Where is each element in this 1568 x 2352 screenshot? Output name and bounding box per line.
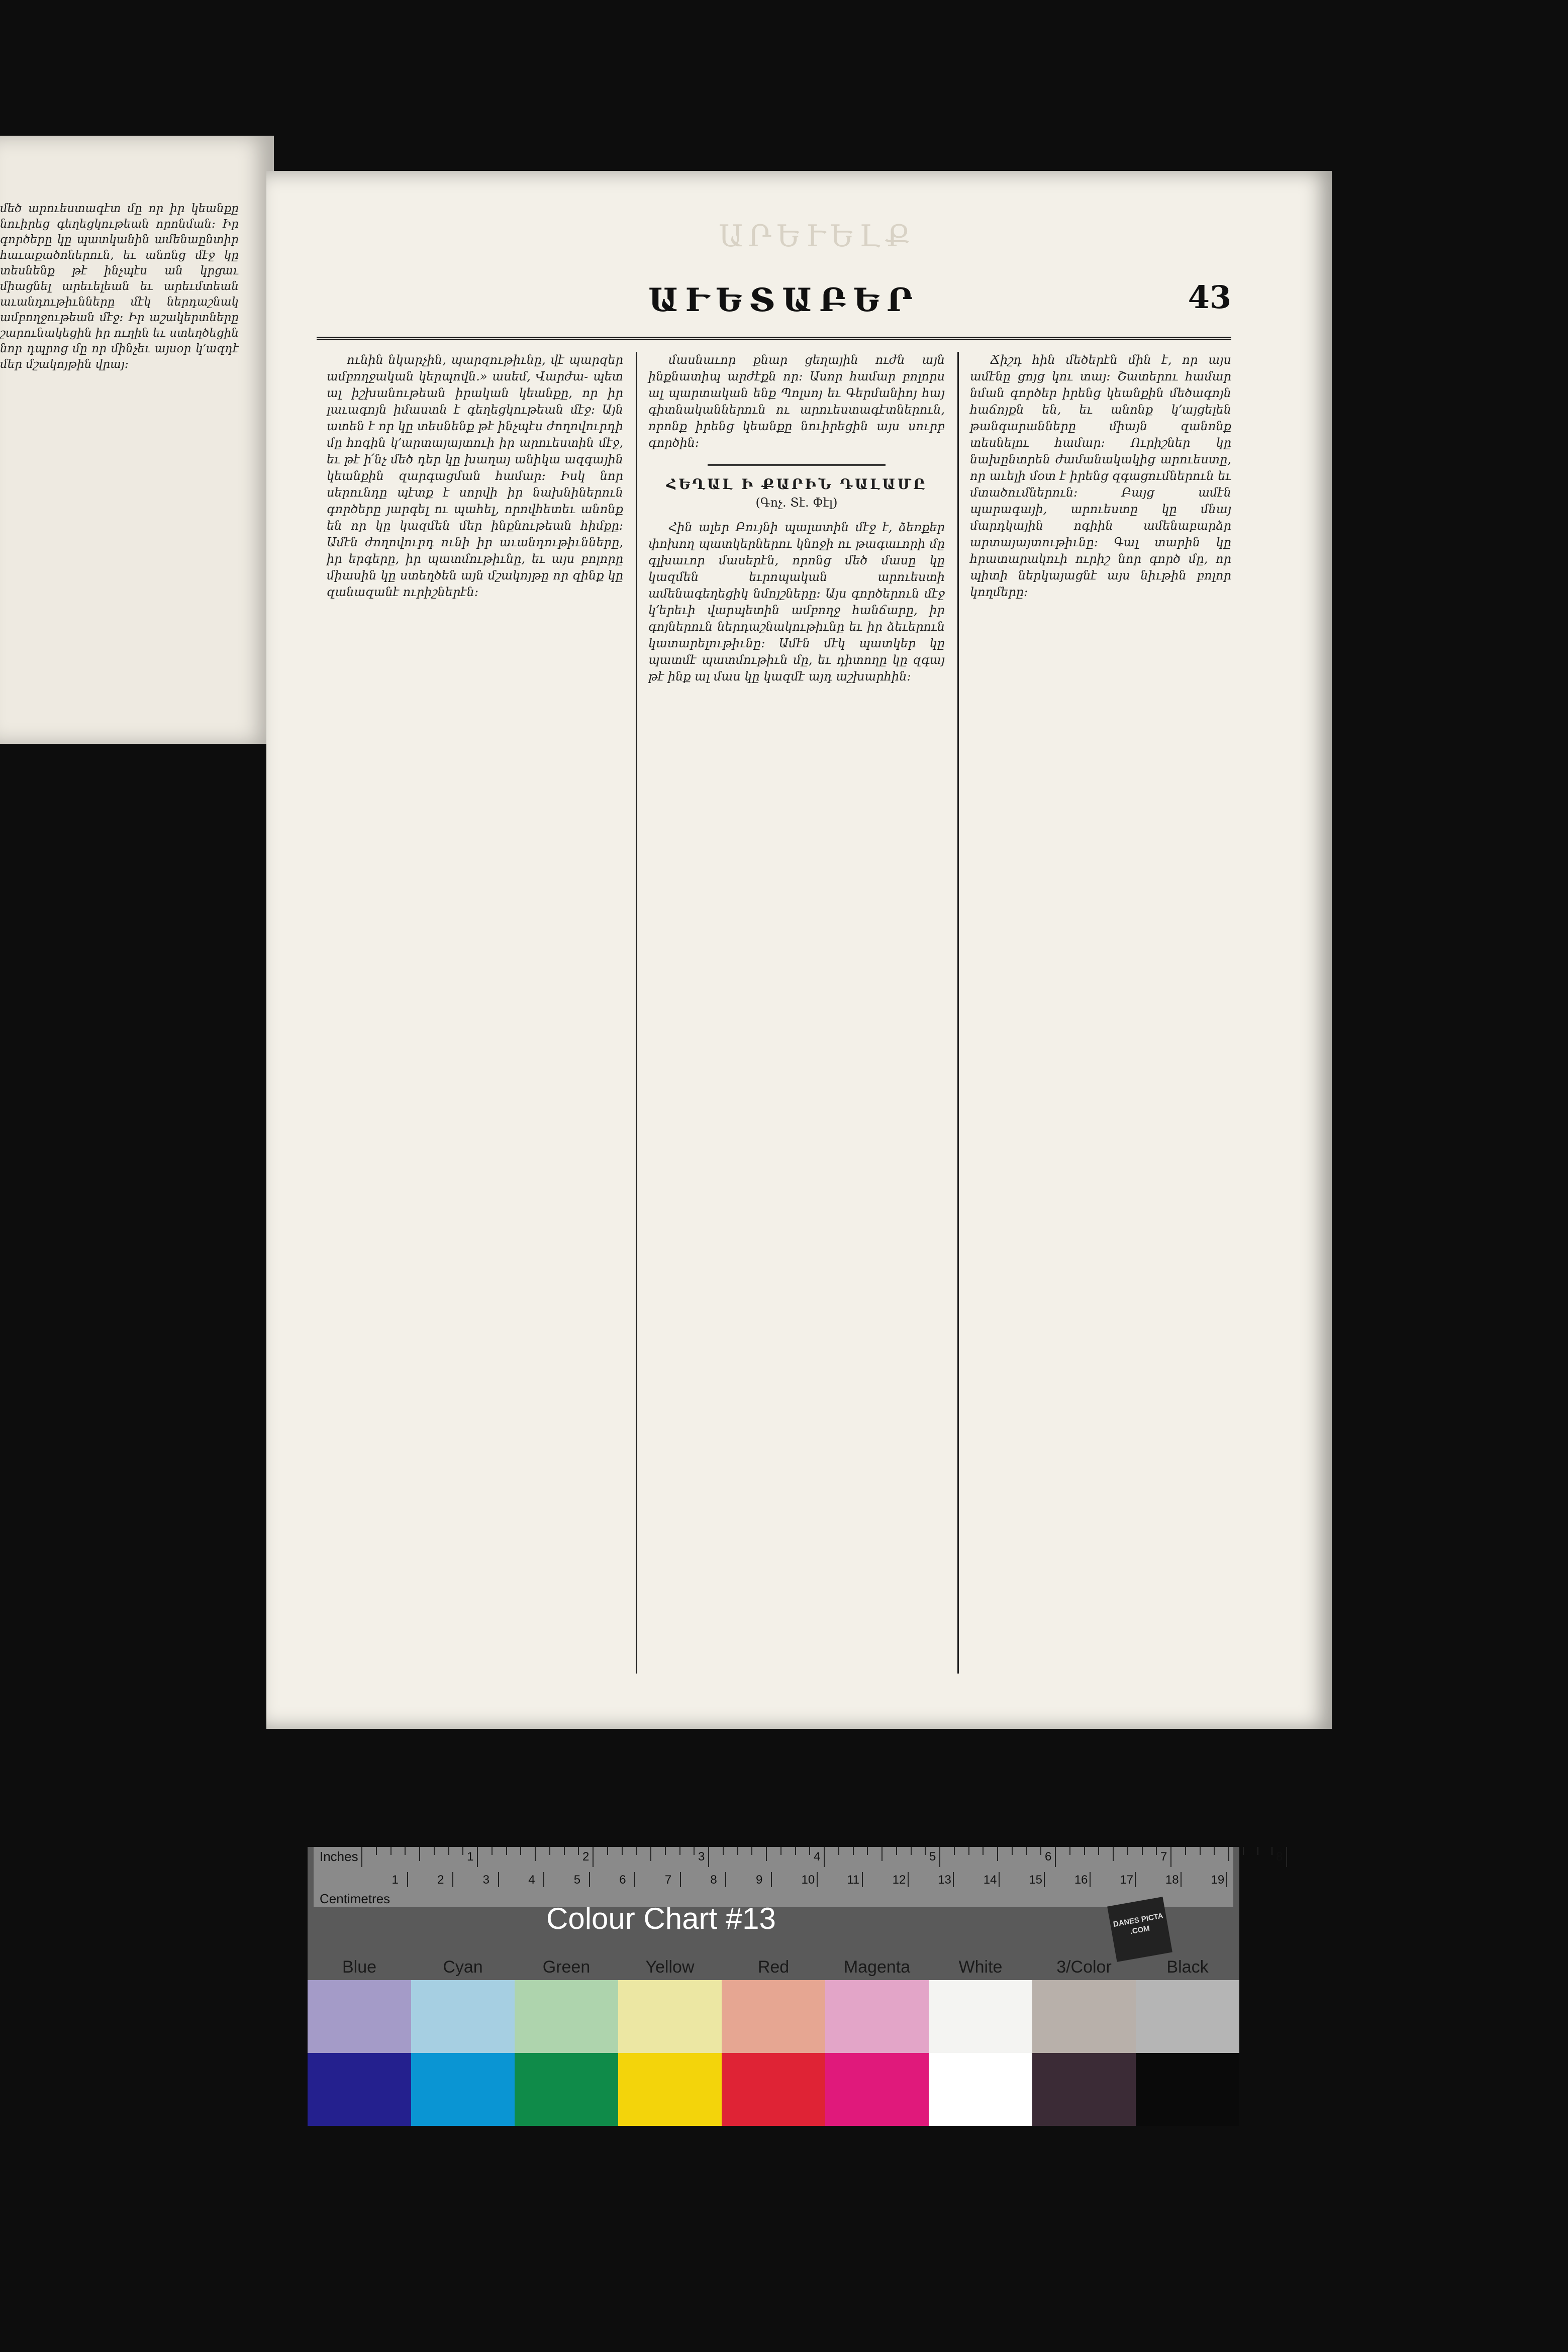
swatch-label: White [958, 1957, 1003, 1977]
ruler-tick [622, 1847, 623, 1855]
cm-number: 3 [482, 1873, 489, 1887]
swatch-label: Yellow [645, 1957, 695, 1977]
ruler-tick [448, 1847, 449, 1855]
cm-tick [589, 1872, 590, 1887]
swatch-light [1136, 1980, 1239, 2053]
show-through-header: ԱՐԵՒԵԼՔ [719, 219, 916, 254]
inch-number: 8 [1276, 1850, 1283, 1864]
ruler-tick [694, 1847, 695, 1855]
swatch-label: Magenta [843, 1957, 911, 1977]
ruler-tick [549, 1847, 550, 1855]
cm-tick [817, 1872, 818, 1887]
ruler-tick [390, 1847, 391, 1855]
cm-number: 14 [983, 1873, 997, 1887]
ruler-tick [853, 1847, 854, 1855]
ruler-tick [419, 1847, 420, 1861]
ruler-tick [477, 1847, 478, 1867]
ruler-tick [751, 1847, 752, 1855]
swatch-dark [722, 2053, 825, 2126]
chart-title: Colour Chart #13 [546, 1902, 776, 1935]
cm-tick [1044, 1872, 1045, 1887]
inch-number: 5 [929, 1850, 936, 1864]
cm-tick [771, 1872, 772, 1887]
centimetres-label: Centimetres [320, 1891, 390, 1906]
ruler-tick [1026, 1847, 1027, 1855]
ruler-tick [1185, 1847, 1186, 1855]
ruler-tick [1012, 1847, 1013, 1855]
cm-number: 5 [573, 1873, 581, 1887]
cm-tick [953, 1872, 954, 1887]
column-2-body-a: մասնաւոր քնար ցեղային ուժն այն ինքնատիպ արժէքն որ։ Ասոր համար բոլորս ալ պարտական ենք Պոլսոյ եւ Գերմանիոյ հայ գիտնականներուն ու արուեստագէտներուն, որոնք իրենց կեանքը նուիրեցին այս սուրբ գործին։ [648, 353, 945, 450]
cm-number: 1 [391, 1873, 399, 1887]
swatch-dark [515, 2053, 618, 2126]
cm-number: 8 [710, 1873, 717, 1887]
ruler-tick [665, 1847, 666, 1855]
swatch-label: Red [757, 1957, 790, 1977]
swatch-dark [1136, 2053, 1239, 2126]
ruler-tick [766, 1847, 767, 1861]
ruler-tick [737, 1847, 738, 1855]
swatch-light [411, 1980, 515, 2053]
cm-number: 19 [1211, 1873, 1225, 1887]
ruler-tick [997, 1847, 998, 1861]
cm-tick [1090, 1872, 1091, 1887]
ruler-tick [838, 1847, 839, 1855]
cm-tick [680, 1872, 681, 1887]
ruler-tick [679, 1847, 680, 1855]
ruler-tick [405, 1847, 406, 1855]
cm-tick [1226, 1872, 1227, 1887]
ruler-tick [1228, 1847, 1229, 1861]
inches-label: Inches [320, 1849, 358, 1864]
ruler-tick [650, 1847, 651, 1861]
swatch-label: Cyan [443, 1957, 483, 1977]
cm-number: 4 [528, 1873, 535, 1887]
text-column-1 [327, 352, 623, 1674]
ruler-tick [434, 1847, 435, 1855]
inch-number: 3 [698, 1850, 705, 1864]
inch-number: 4 [814, 1850, 821, 1864]
swatch-dark [825, 2053, 929, 2126]
left-page-text: մեծ արուեստագէտ մը որ իր կեանքը նուիրեց գեղեցկութեան որոնման։ Իր գործերը կը պատկանին ամենաընտիր հաւաքածոներուն, եւ անոնց մէջ կը տեսնենք թէ ինչպէս ան կրցաւ միացնել արեւելեան եւ արեւմտեան աւանդութիւնները մէկ ներդաշնակ ամբողջութեան մէջ։ Իր աշակերտները շարունակեցին իր ուղին եւ ստեղծեցին նոր դպրոց մը որ մինչեւ այսօր կ՚ազդէ մեր մշակոյթին վրայ։ [0, 202, 243, 371]
swatch-label: Blue [342, 1957, 377, 1977]
ruler-tick [867, 1847, 868, 1855]
cm-number: 16 [1074, 1873, 1088, 1887]
swatch-light [722, 1980, 825, 2053]
ruler-tick [896, 1847, 897, 1855]
column-divider [957, 352, 959, 1674]
ruler-tick [708, 1847, 709, 1867]
ruler-tick [1069, 1847, 1070, 1855]
ruler-tick [593, 1847, 594, 1867]
ruler-tick [636, 1847, 637, 1855]
cm-number: 2 [437, 1873, 444, 1887]
cm-number: 18 [1165, 1873, 1179, 1887]
text-column-3 [970, 352, 1231, 1674]
swatch-dark [411, 2053, 515, 2126]
ruler [314, 1847, 1283, 1907]
ruler-tick [376, 1847, 377, 1855]
page-number: 43 [1188, 279, 1231, 316]
column-2-body-b: Հին ալեր Բույնի պալատին մէջ է, ձեռքեր փոխող պատկերներու կնոջի ու թագաւորի մը գլխաւոր մասերէն, որոնց մեծ մասը կը կազմեն եւրոպական արուեստի ամենագեղեցիկ նմոյշները։ Այս գործերուն մէջ կ՚երեւի վարպետին ամբողջ հանճարը, իր գոյներուն ներդաշնակութիւնը եւ իր ձեւերուն կատարելութիւնը։ Ամէն մէկ պատկեր կը պատմէ պատմութիւն մը, եւ դիտողը կը զգայ թէ ինք ալ մաս կը կազմէ այդ աշխարհին։ [648, 520, 945, 683]
cm-number: 15 [1029, 1873, 1042, 1887]
cm-tick [1181, 1872, 1182, 1887]
ruler-tick [911, 1847, 912, 1855]
ruler-tick [1257, 1847, 1258, 1855]
cm-tick [543, 1872, 544, 1887]
swatch-dark [618, 2053, 722, 2126]
ruler-tick [1142, 1847, 1143, 1855]
cm-tick [407, 1872, 408, 1887]
ruler-tick [1200, 1847, 1201, 1855]
ruler-tick [1127, 1847, 1128, 1855]
ruler-tick [939, 1847, 940, 1867]
ruler-tick [780, 1847, 781, 1855]
cm-number: 9 [755, 1873, 763, 1887]
inch-number: 7 [1160, 1850, 1167, 1864]
page-title: ԱՒԵՏԱԲԵՐ [648, 281, 920, 319]
ruler-tick [968, 1847, 969, 1855]
ruler-tick [983, 1847, 984, 1855]
ruler-tick [607, 1847, 608, 1855]
ruler-tick [1098, 1847, 1099, 1855]
swatch-light [515, 1980, 618, 2053]
cm-tick [498, 1872, 499, 1887]
cm-tick [634, 1872, 635, 1887]
ruler-tick [1113, 1847, 1114, 1861]
cm-number: 6 [619, 1873, 626, 1887]
ruler-tick [795, 1847, 796, 1855]
ruler-tick [1243, 1847, 1244, 1855]
ruler-tick [1170, 1847, 1171, 1867]
column-divider [636, 352, 637, 1674]
swatch-light [618, 1980, 722, 2053]
ruler-tick [1156, 1847, 1157, 1855]
ruler-tick [824, 1847, 825, 1867]
ruler-tick [809, 1847, 810, 1855]
text-column-2 [648, 352, 945, 1674]
ruler-tick [1084, 1847, 1085, 1855]
ruler-tick [1055, 1847, 1056, 1867]
cm-tick [1135, 1872, 1136, 1887]
swatch-light [1032, 1980, 1136, 2053]
ruler-tick [881, 1847, 883, 1861]
inch-number: 6 [1045, 1850, 1052, 1864]
cm-number: 17 [1120, 1873, 1134, 1887]
header-rule [317, 337, 1231, 340]
cm-number: 12 [892, 1873, 906, 1887]
left-page [0, 136, 274, 744]
cm-tick [862, 1872, 863, 1887]
ruler-tick [462, 1847, 463, 1855]
swatch-dark [929, 2053, 1032, 2126]
cm-tick [452, 1872, 453, 1887]
ruler-tick [1214, 1847, 1215, 1855]
right-page [266, 171, 1332, 1729]
colour-chart-card [308, 1847, 1283, 2108]
cm-number: 11 [847, 1873, 859, 1887]
ruler-tick [925, 1847, 926, 1855]
ruler-tick [492, 1847, 493, 1855]
section-rule [708, 464, 886, 466]
swatch-label: 3/Color [1056, 1957, 1112, 1977]
cm-tick [999, 1872, 1000, 1887]
ruler-tick [954, 1847, 955, 1855]
section-subtitle: (Գոչ. Տէ. Փէլ) [755, 496, 838, 510]
section-title: ՀԵՂԱԼ Ի ՔԱՐԻՆ ԴԱԼԱՄԸ [666, 476, 927, 493]
ruler-tick [1271, 1847, 1272, 1855]
swatch-dark [308, 2053, 411, 2126]
swatch-label: Black [1166, 1957, 1209, 1977]
ruler-tick [361, 1847, 362, 1867]
ruler-tick [520, 1847, 521, 1855]
swatch-dark [1032, 2053, 1136, 2126]
cm-number: 13 [938, 1873, 951, 1887]
danes-picta-logo: DANES PICTA .COM [1107, 1897, 1172, 1962]
cm-number: 10 [801, 1873, 815, 1887]
swatch-light [825, 1980, 929, 2053]
inch-number: 1 [467, 1850, 474, 1864]
swatch-light [308, 1980, 411, 2053]
ruler-tick [535, 1847, 536, 1861]
ruler-tick [1040, 1847, 1041, 1855]
cm-tick [725, 1872, 726, 1887]
column-3-body: Ճիշդ հին մեծերէն մին է, որ այս ամէնը ցոյց կու տայ։ Շատերու համար նման գործեր իրենց կեանքին մեծագոյն հաճոյքն են, եւ անոնք կ՚այցելեն թանգարանները միայն զանոնք տեսնելու համար։ Ուրիշներ կը նախընտրեն ժամանակակից արուեստը, որ աւելի մօտ է իրենց զգացումներուն եւ մտածումներուն։ Բայց ամէն պարագայի, արուեստը կը մնայ մարդկային ոգիին ամենաբարձր արտայայտութիւնը։ Գալ տարին կը հրատարակուի ուրիշ նոր գործ մը, որ պիտի ներկայացնէ այս նիւթին բոլոր կողմերը։ [970, 353, 1231, 599]
cm-tick [908, 1872, 909, 1887]
ruler-tick [578, 1847, 579, 1855]
ruler-tick [1286, 1847, 1287, 1867]
ruler-tick [506, 1847, 507, 1855]
cm-number: 7 [664, 1873, 672, 1887]
column-1-body: ունին նկարչին, պարզութիւնը, վէ պարզեր ամբողջական կերպովն.» ասեմ, Վարժա֊ պետ ալ իշխանութեան իրական կեանքը, որ իր լաւագոյն իմաստն է գեղեցկութեան մէջ։ Այն ատեն է որ կը տեսնենք թէ ինչպէս ժողովուրդի մը հոգին կ՚արտայայտուի իր արուեստին մէջ, եւ թէ ի՛նչ մեծ դեր կը խաղայ անիկա ազգային կեանքին զարգացման համար։ Իսկ նոր սերունդը պէտք է սորվի իր նախնիներուն գործերը յարգել ու պահել, որովհետեւ անոնք են որ կը կազմեն մեր ինքնութեան հիմքը։ Ամէն ժողովուրդ ունի իր աւանդութիւնները, իր երգերը, իր պատմութիւնը, եւ այս բոլորը միասին կը ստեղծեն այն մշակոյթը որ զինք կը զանազանէ ուրիշներէն։ [327, 353, 623, 599]
ruler-tick [723, 1847, 724, 1855]
inch-number: 2 [582, 1850, 590, 1864]
swatch-light [929, 1980, 1032, 2053]
swatch-label: Green [542, 1957, 591, 1977]
ruler-tick [564, 1847, 565, 1855]
